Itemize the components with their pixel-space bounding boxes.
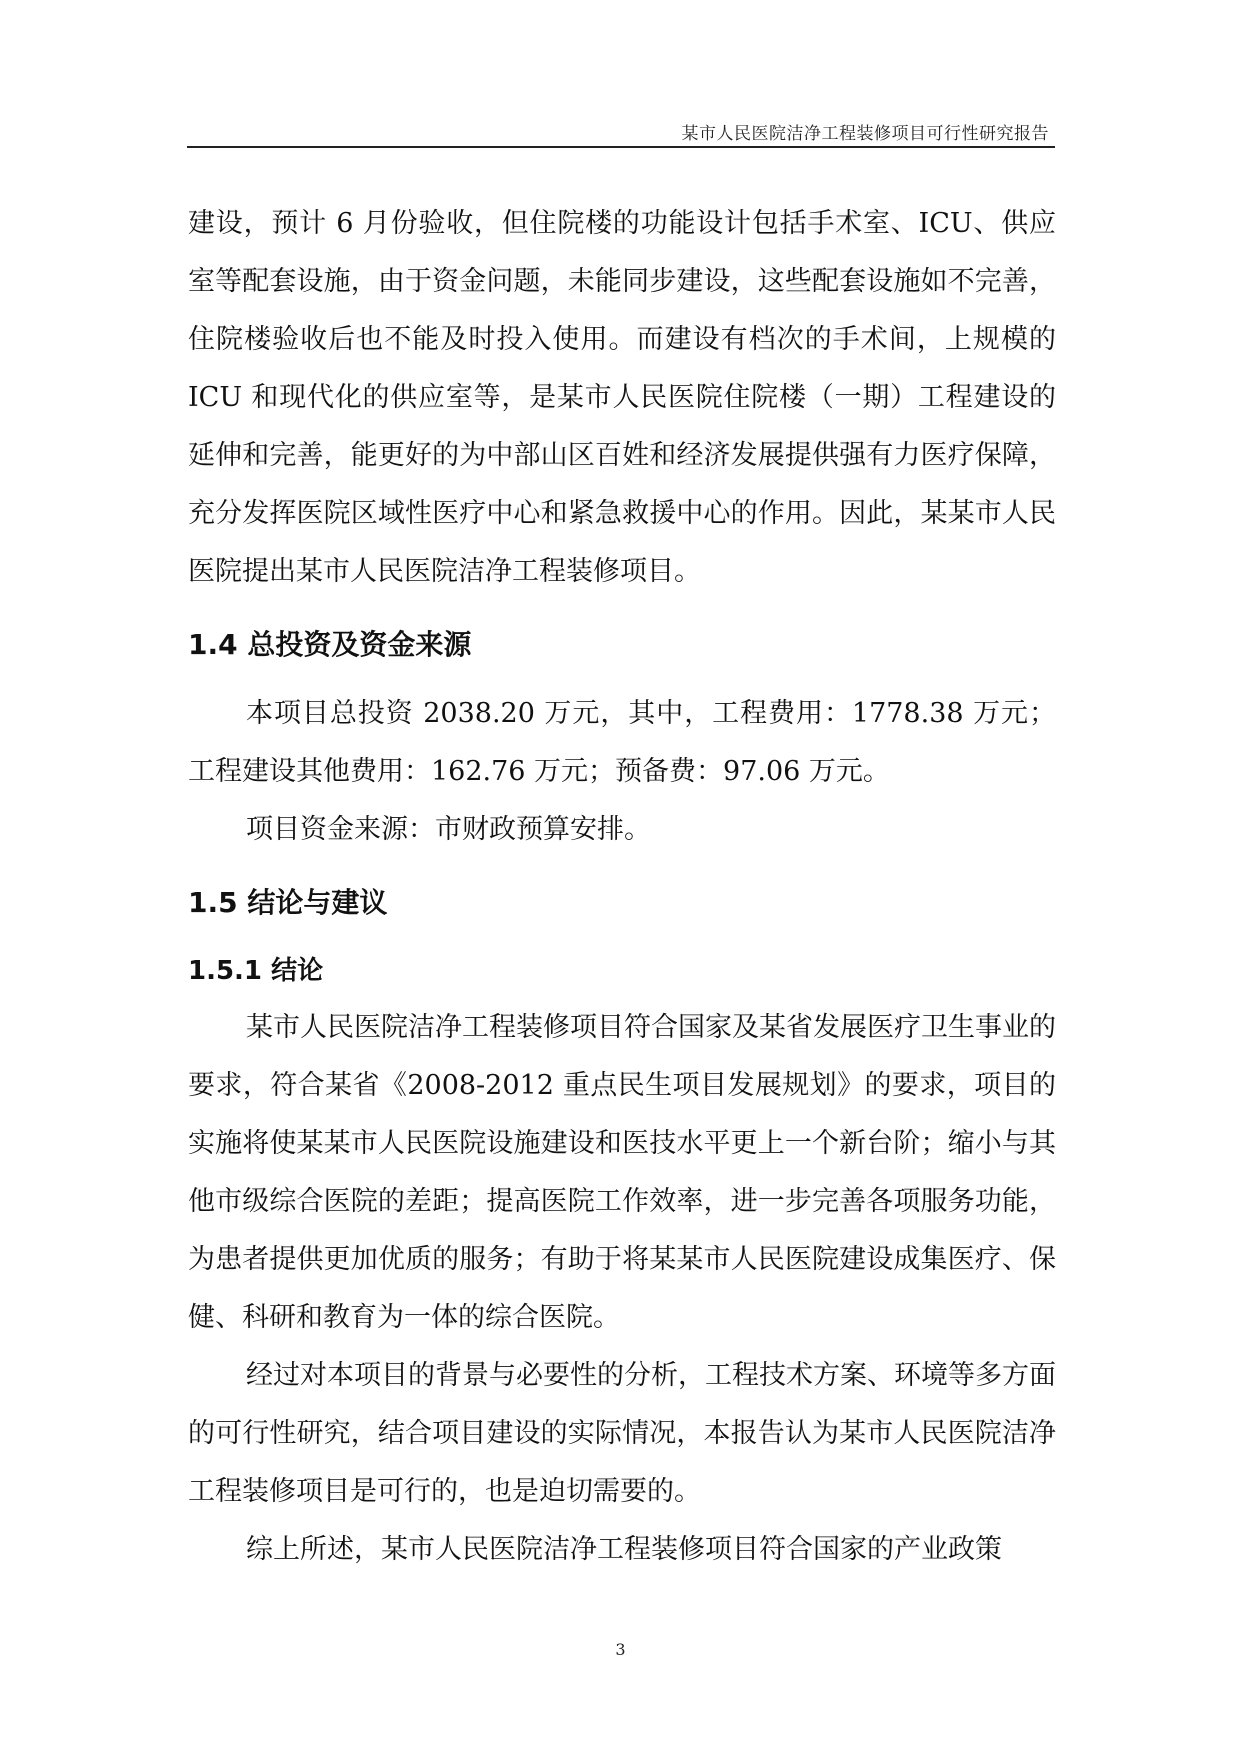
- page-number: 3: [615, 1640, 626, 1659]
- document-body: [188, 195, 1056, 1579]
- paragraph-conclusion-3: 综上所述，某市人民医院洁净工程装修项目符合国家的产业政策: [246, 1534, 1002, 1565]
- paragraph-funding-source: 项目资金来源：市财政预算安排。: [246, 814, 651, 845]
- paragraph-investment: 本项目总投资 2038.20 万元，其中，工程费用：1778.38 万元；工程建设其他费用：162.76 万元；预备费：97.06 万元。: [188, 698, 1056, 787]
- paragraph-continued: 建设，预计 6 月份验收，但住院楼的功能设计包括手术室、ICU、供应室等配套设施，由于资金问题，未能同步建设，这些配套设施如不完善，住院楼验收后也不能及时投入使用。而建设有档次的手术间，上规模的 ICU 和现代化的供应室等，是某市人民医院住院楼（一期）工程建设的延伸和完善，能更好的为中部山区百姓和经济发展提供强有力医疗保障，充分发挥医院区域性医疗中心和紧急救援中心的作用。因此，某某市人民医院提出某市人民医院洁净工程装修项目。: [188, 208, 1056, 587]
- section-heading-1-5: 1.5 结论与建议: [188, 886, 388, 919]
- section-heading-1-4: 1.4 总投资及资金来源: [188, 628, 472, 661]
- paragraph-conclusion-1: 某市人民医院洁净工程装修项目符合国家及某省发展医疗卫生事业的要求，符合某省《2008-2012 重点民生项目发展规划》的要求，项目的实施将使某某市人民医院设施建设和医技水平更上一个新台阶；缩小与其他市级综合医院的差距；提高医院工作效率，进一步完善各项服务功能，为患者提供更加优质的服务；有助于将某某市人民医院建设成集医疗、保健、科研和教育为一体的综合医院。: [188, 1012, 1056, 1333]
- subsection-heading-1-5-1: 1.5.1 结论: [188, 956, 324, 986]
- paragraph-conclusion-2: 经过对本项目的背景与必要性的分析，工程技术方案、环境等多方面的可行性研究，结合项目建设的实际情况，本报告认为某市人民医院洁净工程装修项目是可行的，也是迫切需要的。: [188, 1360, 1056, 1507]
- page-header: [187, 116, 1055, 148]
- header-title: 某市人民医院洁净工程装修项目可行性研究报告: [681, 124, 1049, 144]
